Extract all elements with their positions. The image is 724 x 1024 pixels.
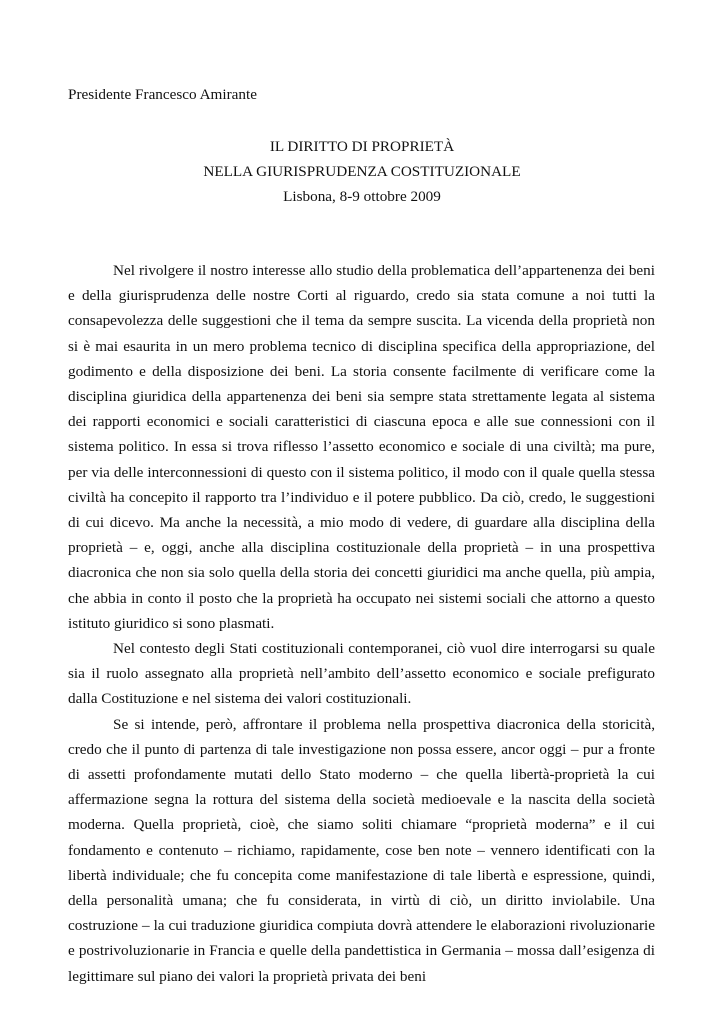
- author-line: Presidente Francesco Amirante: [68, 86, 257, 103]
- paragraph-3: Se si intende, però, affrontare il problema nella prospettiva diacronica della storicità, credo che il punto di partenza di tale investigazione non possa essere, ancor oggi – pur a fronte di assetti profondamente mutati dello Stato moderno – che quella libertà-proprietà la cui affermazione segna la rottura del sistema della società medioevale e la nascita della società moderna. Quella proprietà, cioè, che siamo soliti chiamare “proprietà moderna” e il cui fondamento e contenuto – richiamo, rapidamente, cose ben note – vennero identificati con la libertà individuale; che fu concepita come manifestazione di tale libertà e espressione, quindi, della personalità umana; che fu considerata, in virtù di ciò, un diritto inviolabile. Una costruzione – la cui traduzione giuridica compiuta dovrà attendere le elaborazioni rivoluzionarie e postrivoluzionarie in Francia e quelle della pandettistica in Germania – mossa dall’esigenza di legittimare sul piano dei valori la proprietà privata dei beni: [68, 715, 655, 985]
- body-text: [68, 258, 655, 989]
- title-line-2: NELLA GIURISPRUDENZA COSTITUZIONALE: [203, 163, 521, 180]
- event-date-line: Lisbona, 8-9 ottobre 2009: [283, 188, 441, 205]
- paragraph-2: Nel contesto degli Stati costituzionali contemporanei, ciò vuol dire interrogarsi su quale sia il ruolo assegnato alla proprietà nell’ambito dell’assetto economico e sociale prefigurato dalla Costituzione e nel sistema dei valori costituzionali.: [68, 640, 655, 708]
- paragraph-1: Nel rivolgere il nostro interesse allo studio della problematica dell’appartenenza dei beni e della giurisprudenza delle nostre Corti al riguardo, credo sia stata comune a noi tutti la consapevolezza delle suggestioni che il tema da sempre suscita. La vicenda della proprietà non si è mai esaurita in un mero problema tecnico di disciplina specifica della appropriazione, del godimento e della disposizione dei beni. La storia consente facilmente di verificare come la disciplina giuridica della appartenenza dei beni sia sempre stata strettamente legata al sistema dei rapporti economici e sociali caratteristici di ciascuna epoca e alle sue connessioni con il sistema politico. In essa si trova riflesso l’assetto economico e sociale di una civiltà; ma pure, per via delle interconnessioni di questo con il sistema politico, il modo con il quale quella stessa civiltà ha concepito il rapporto tra l’individuo e il potere pubblico. Da ciò, credo, le suggestioni di cui dicevo. Ma anche la necessità, a mio modo di vedere, di guardare alla disciplina della proprietà – e, oggi, anche alla disciplina costituzionale della proprietà – in una prospettiva diacronica che non sia solo quella della storia dei concetti giuridici ma anche quella, più ampia, che abbia in conto il posto che la proprietà ha occupato nei sistemi sociali che attorno a questo istituto giuridico si sono plasmati.: [68, 262, 655, 632]
- title-line-1: IL DIRITTO DI PROPRIETÀ: [269, 138, 455, 155]
- title-block: [0, 134, 724, 209]
